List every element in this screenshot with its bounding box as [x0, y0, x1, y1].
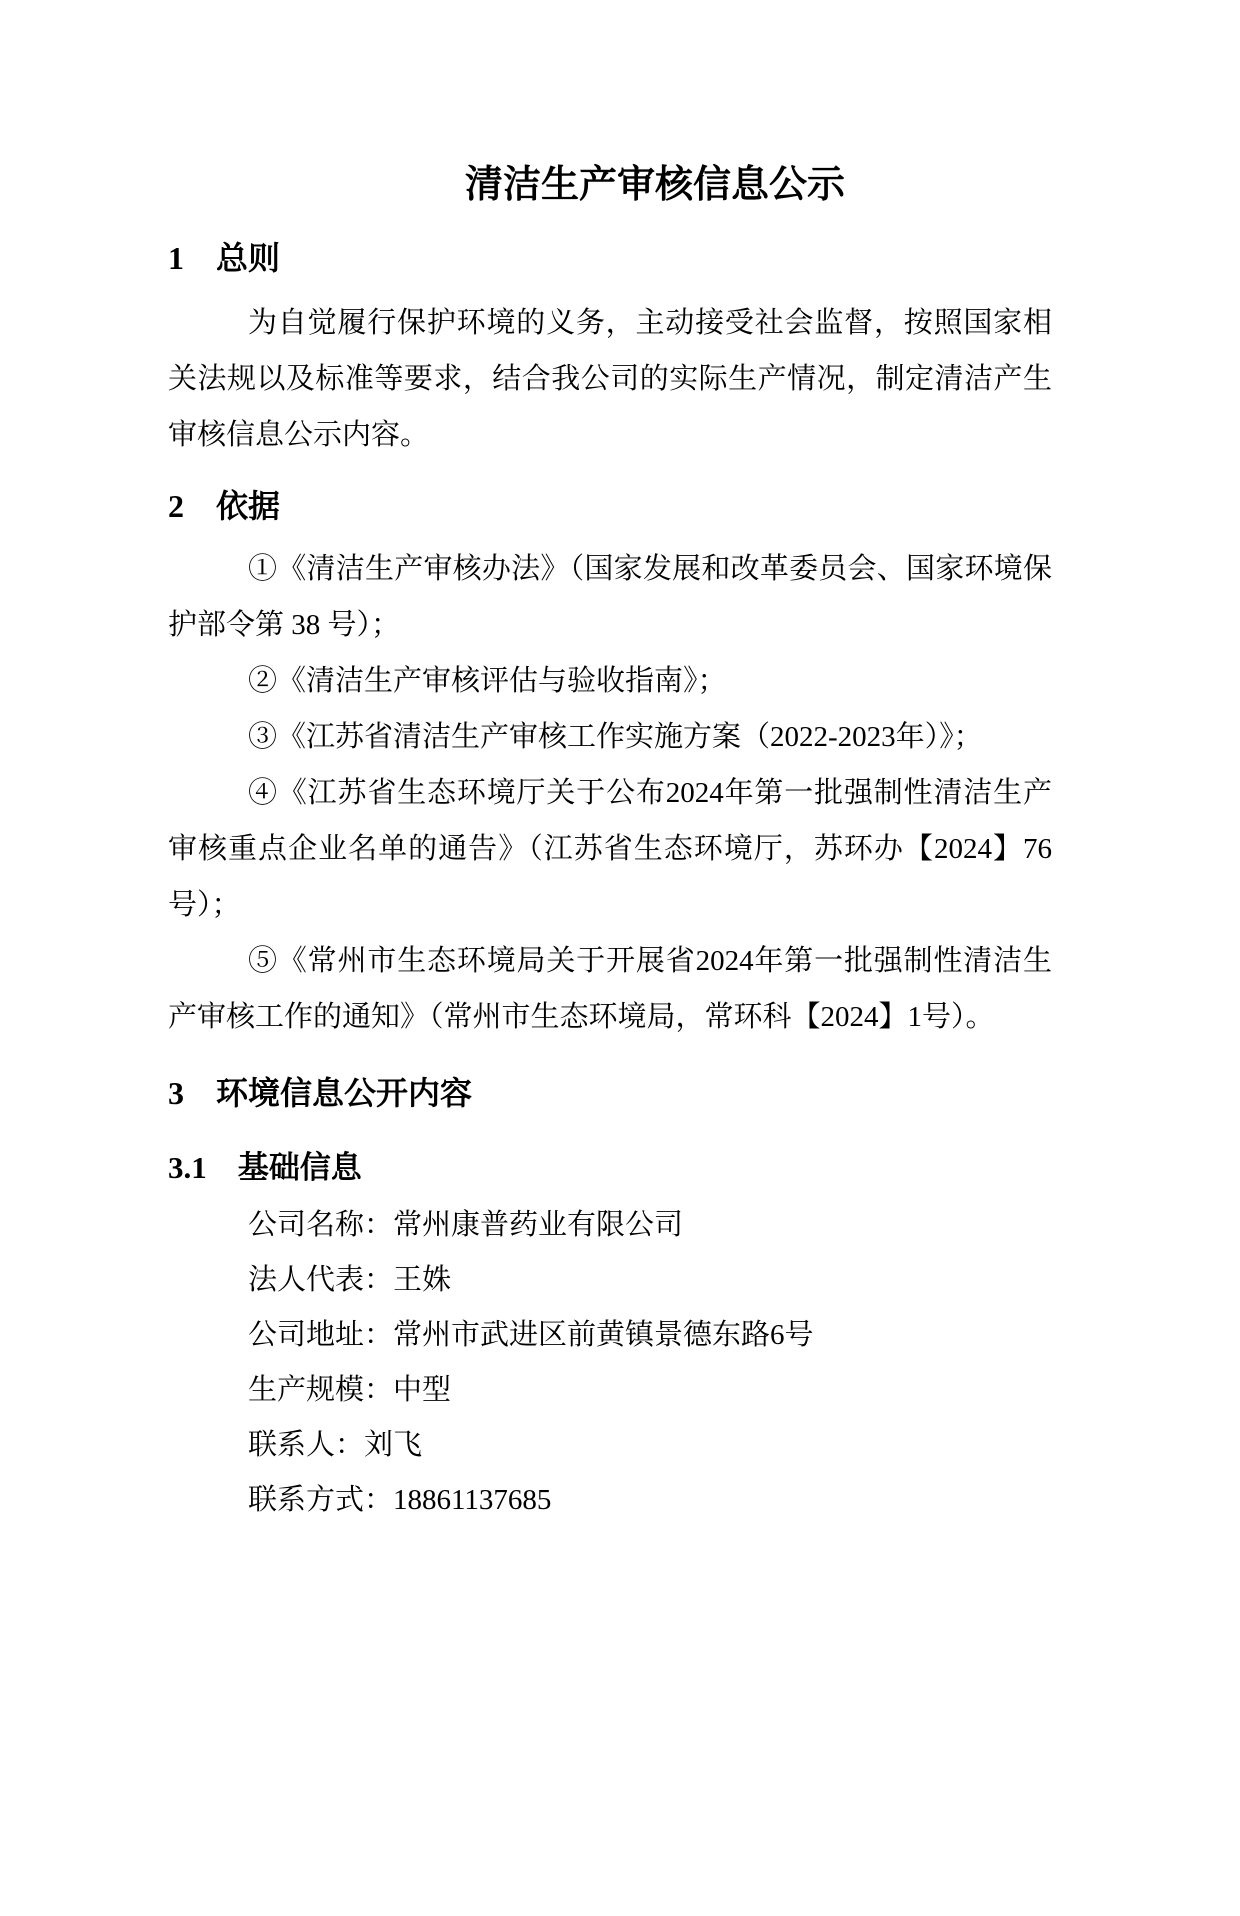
document-page: [0, 163, 1240, 1916]
reference-item-5: ⑤《常州市生态环境局关于开展省2024年第一批强制性清洁生产审核工作的通知》（常州市生态环境局，常环科【2024】1号）。: [168, 945, 1052, 1033]
field-contact-person: 联系人：刘飞: [248, 1429, 423, 1461]
paragraph-general-principles: 为自觉履行保护环境的义务，主动接受社会监督，按照国家相关法规以及标准等要求，结合我公司的实际生产情况，制定清洁产生审核信息公示内容。: [168, 307, 1052, 451]
section-heading-general: 1 总则: [168, 240, 281, 276]
field-legal-rep: 法人代表：王姝: [248, 1264, 452, 1296]
field-company-name: 公司名称：常州康普药业有限公司: [248, 1209, 684, 1241]
reference-item-2: ②《清洁生产审核评估与验收指南》；: [248, 665, 727, 697]
basic-info-list: [168, 1198, 1052, 1528]
reference-item-3: ③《江苏省清洁生产审核工作实施方案（2022-2023年）》；: [248, 721, 983, 753]
field-company-address: 公司地址：常州市武进区前黄镇景德东路6号: [248, 1319, 814, 1351]
section-heading-basis: 2 依据: [168, 488, 281, 524]
document-title: 清洁生产审核信息公示: [464, 164, 845, 206]
reference-item-1: ①《清洁生产审核办法》（国家发展和改革委员会、国家环境保护部令第 38 号）；: [168, 553, 1052, 641]
field-contact-number: 联系方式：18861137685: [248, 1484, 552, 1516]
reference-item-4: ④《江苏省生态环境厅关于公布2024年第一批强制性清洁生产审核重点企业名单的通告》（江苏省生态环境厅，苏环办【2024】76号）；: [168, 777, 1052, 921]
section-heading-environment-info: 3 环境信息公开内容: [168, 1075, 473, 1111]
field-production-scale: 生产规模：中型: [248, 1374, 452, 1406]
reference-list: [168, 541, 1052, 1045]
subsection-heading-basic-info: 3.1 基础信息: [168, 1150, 362, 1185]
